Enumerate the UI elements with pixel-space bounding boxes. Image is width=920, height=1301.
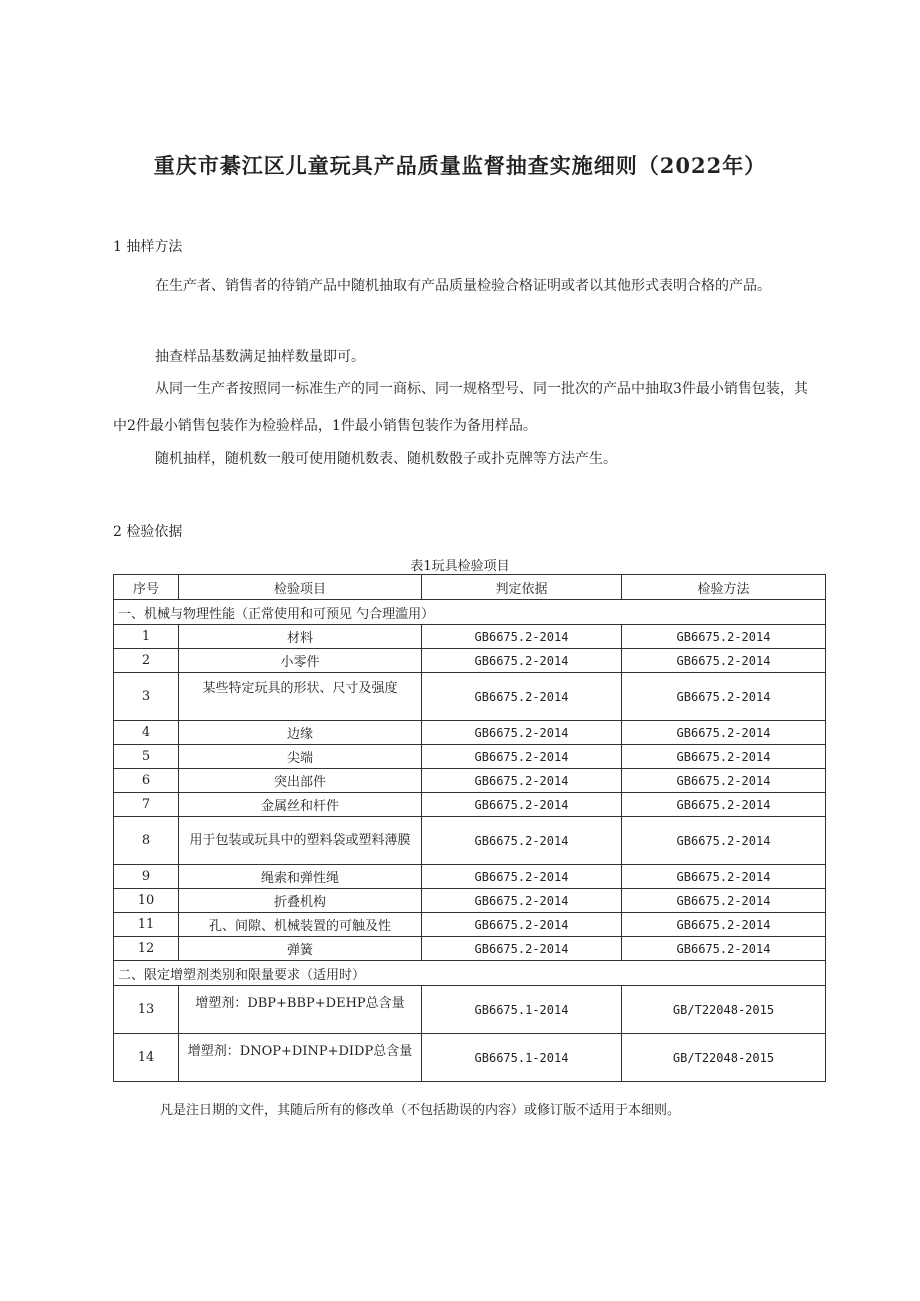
table-row [114,889,826,913]
table-caption: 表1玩具检验项目 [410,559,510,574]
paragraph-sampling-1: 在生产者、销售者的待销产品中随机抽取有产品质量检验合格证明或者以其他形式表明合格的产品。 [155,278,771,294]
row-item: 弹簧 [179,937,422,961]
row-item: 突出部件 [179,769,422,793]
paragraph-sampling-4: 随机抽样，随机数一般可使用随机数表、随机数骰子或扑克牌等方法产生。 [155,451,617,467]
document-title: 重庆市綦江区儿童玩具产品质量监督抽查实施细则（2022年） [153,153,767,178]
row-criteria: GB6675.2-2014 [422,793,622,817]
section-heading-sampling: 1 抽样方法 [113,239,183,255]
row-item: 用于包装或玩具中的塑料袋或塑料薄膜 [179,817,422,865]
row-item: 孔、间隙、机械装置的可触及性 [179,913,422,937]
row-index: 4 [114,721,179,745]
row-criteria: GB6675.2-2014 [422,721,622,745]
row-item: 金属丝和杆件 [179,793,422,817]
paragraph-sampling-2: 抽查样品基数满足抽样数量即可。 [155,349,365,365]
row-index: 9 [114,865,179,889]
paragraph-sampling-3: 从同一生产者按照同一标准生产的同一商标、同一规格型号、同一批次的产品中抽取3件最小销售包装，其中2件最小销售包装作为检验样品，1件最小销售包装作为备用样品。 [113,381,808,434]
row-item: 折叠机构 [179,889,422,913]
header-item: 检验项目 [179,575,422,600]
row-method: GB6675.2-2014 [622,889,826,913]
row-item: 增塑剂：DNOP+DINP+DIDP总含量 [179,1034,422,1082]
row-index: 14 [114,1034,179,1082]
table-header-row [114,575,826,600]
inspection-items-table [113,574,826,1082]
table-row [114,649,826,673]
header-method: 检验方法 [622,575,826,600]
row-criteria: GB6675.2-2014 [422,745,622,769]
row-criteria: GB6675.2-2014 [422,769,622,793]
row-method: GB6675.2-2014 [622,937,826,961]
table-row [114,865,826,889]
table-row [114,745,826,769]
row-criteria: GB6675.2-2014 [422,937,622,961]
row-index: 13 [114,986,179,1034]
row-item: 绳索和弹性绳 [179,865,422,889]
row-method: GB6675.2-2014 [622,625,826,649]
row-criteria: GB6675.1-2014 [422,986,622,1034]
row-item: 材料 [179,625,422,649]
header-index: 序号 [114,575,179,600]
table-row [114,793,826,817]
group-heading-mechanical: 一、机械与物理性能（正常使用和可预见 勺合理滥用） [114,600,826,625]
table-row [114,721,826,745]
footnote: 凡是注日期的文件，其随后所有的修改单（不包括勘误的内容）或修订版不适用于本细则。 [160,1103,681,1118]
row-index: 1 [114,625,179,649]
row-index: 10 [114,889,179,913]
row-item: 小零件 [179,649,422,673]
table-row [114,625,826,649]
row-criteria: GB6675.1-2014 [422,1034,622,1082]
row-criteria: GB6675.2-2014 [422,889,622,913]
row-item: 增塑剂：DBP+BBP+DEHP总含量 [179,986,422,1034]
row-criteria: GB6675.2-2014 [422,913,622,937]
row-method: GB/T22048-2015 [622,1034,826,1082]
row-index: 8 [114,817,179,865]
row-criteria: GB6675.2-2014 [422,673,622,721]
row-method: GB6675.2-2014 [622,793,826,817]
table-row [114,937,826,961]
row-method: GB6675.2-2014 [622,913,826,937]
row-criteria: GB6675.2-2014 [422,865,622,889]
row-index: 5 [114,745,179,769]
table-row [114,913,826,937]
table-row [114,986,826,1034]
row-index: 3 [114,673,179,721]
row-item: 尖端 [179,745,422,769]
row-method: GB6675.2-2014 [622,745,826,769]
row-item: 边缘 [179,721,422,745]
table-row [114,673,826,721]
row-index: 6 [114,769,179,793]
row-index: 7 [114,793,179,817]
row-method: GB6675.2-2014 [622,673,826,721]
header-criteria: 判定依据 [422,575,622,600]
row-criteria: GB6675.2-2014 [422,625,622,649]
row-method: GB6675.2-2014 [622,649,826,673]
group-heading-plasticizers: 二、限定增塑剂类别和限量要求（适用时） [114,961,826,986]
row-criteria: GB6675.2-2014 [422,649,622,673]
row-method: GB6675.2-2014 [622,817,826,865]
row-index: 11 [114,913,179,937]
row-criteria: GB6675.2-2014 [422,817,622,865]
row-method: GB/T22048-2015 [622,986,826,1034]
table-row [114,769,826,793]
row-method: GB6675.2-2014 [622,769,826,793]
row-item: 某些特定玩具的形状、尺寸及强度 [179,673,422,721]
section-heading-basis: 2 检验依据 [113,524,183,540]
row-method: GB6675.2-2014 [622,721,826,745]
table-row [114,817,826,865]
row-index: 12 [114,937,179,961]
row-method: GB6675.2-2014 [622,865,826,889]
table-row [114,1034,826,1082]
row-index: 2 [114,649,179,673]
